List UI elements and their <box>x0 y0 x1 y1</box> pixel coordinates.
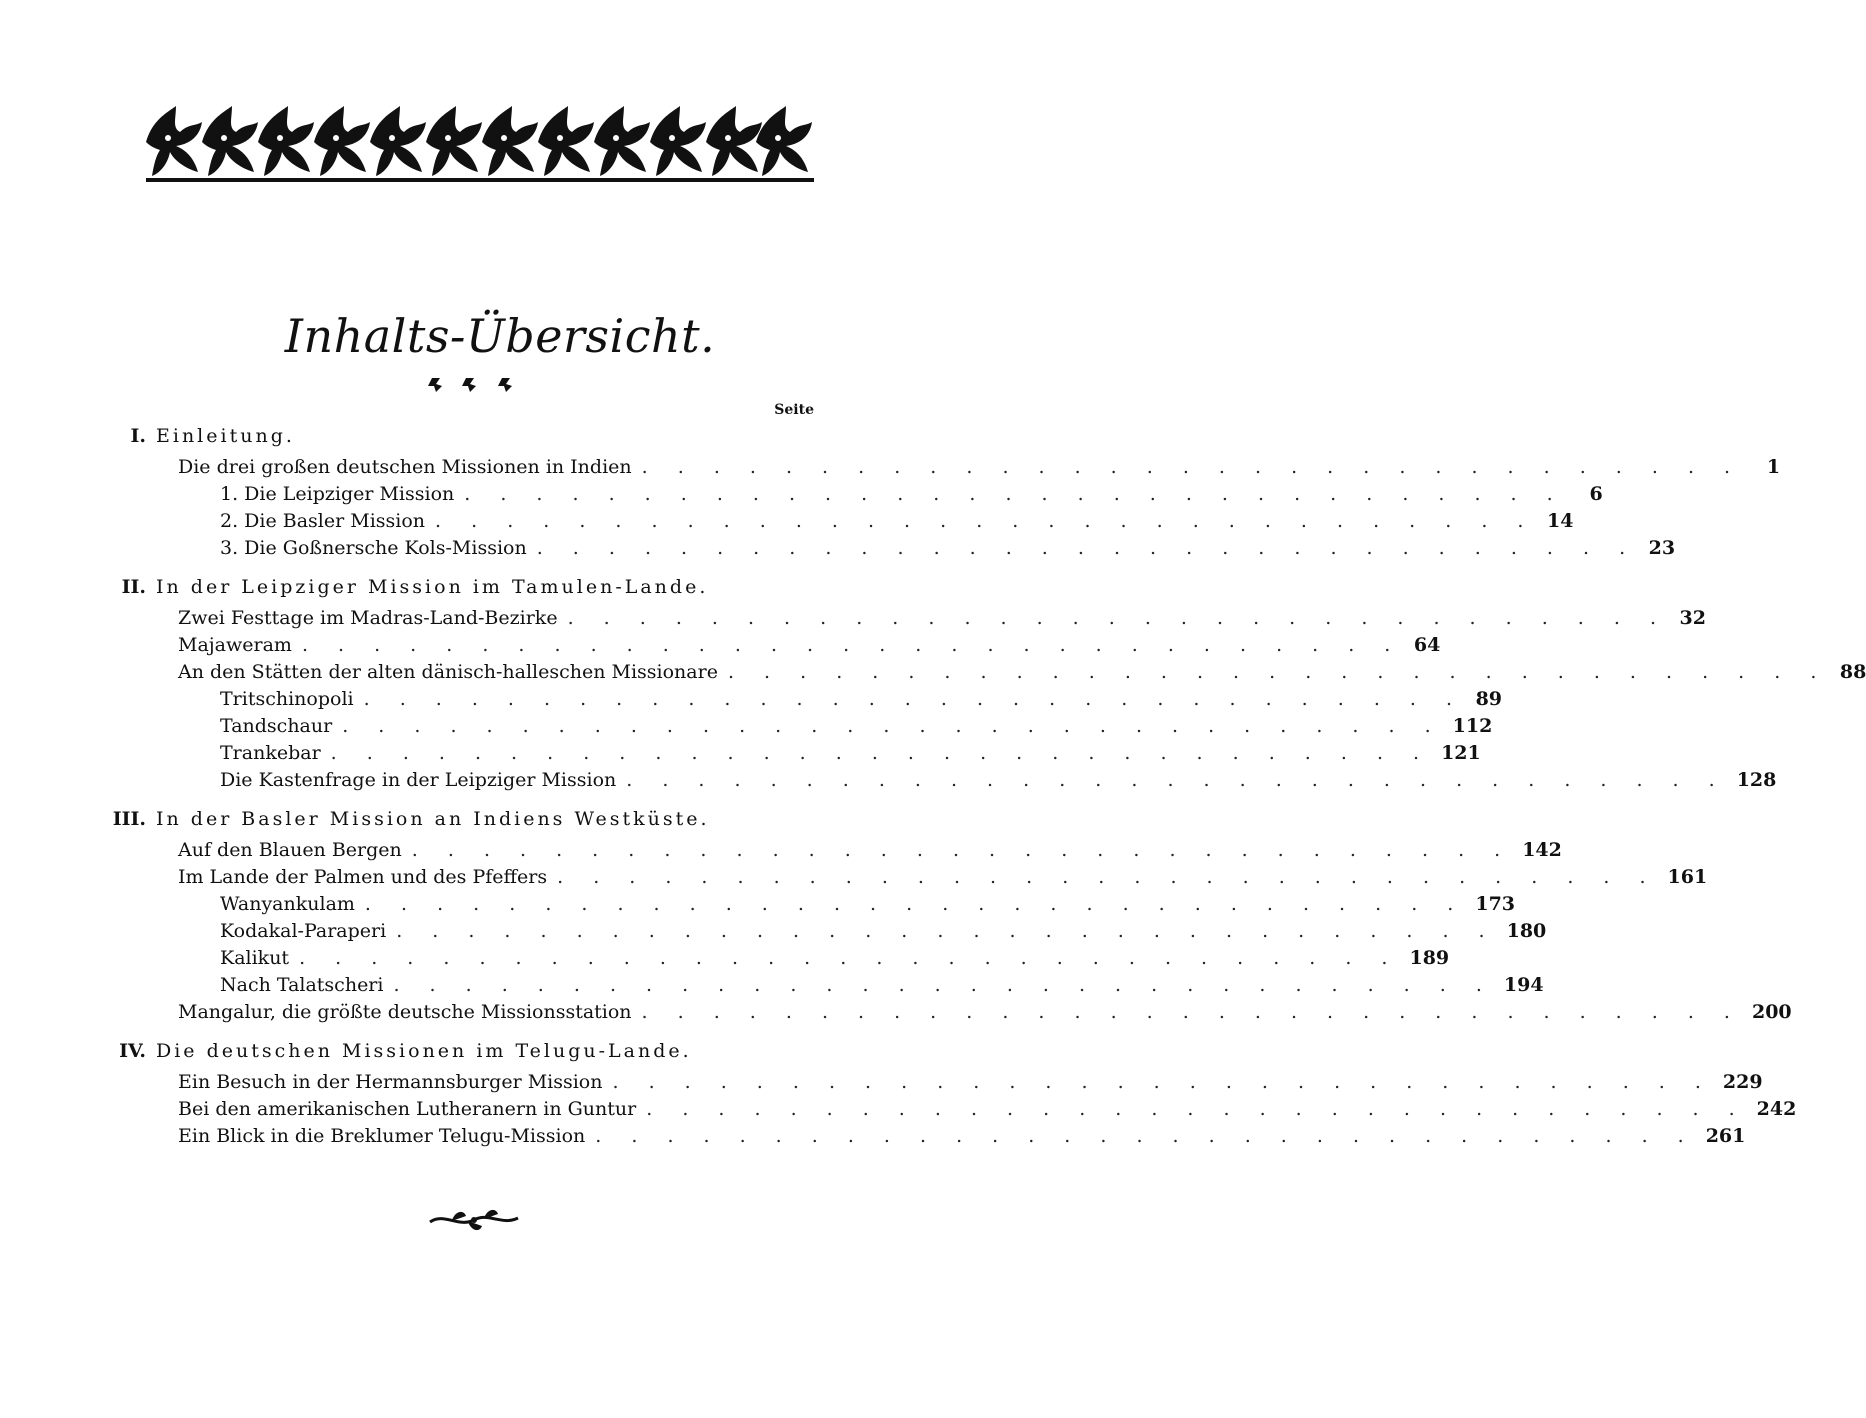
entry-page: 6 <box>1589 483 1603 505</box>
section-heading[interactable] <box>100 423 295 449</box>
leader-dots: . . . . . . . . . . . . . . . . . . . . . . . . . . . . . . . <box>727 661 1829 683</box>
entry-title: Trankebar <box>220 742 321 764</box>
entry-title: Im Lande der Palmen und des Pfeffers <box>178 866 548 888</box>
toc-entry[interactable] <box>178 605 1706 631</box>
leader-dots: . . . . . . . . . . . . . . . . . . . . . . . . . . . . . . . <box>641 456 1743 478</box>
entry-page: 14 <box>1547 510 1574 532</box>
entry-title: Auf den Blauen Bergen <box>178 839 402 861</box>
section-numeral: II. <box>121 576 146 598</box>
toc-entry[interactable] <box>220 891 1516 917</box>
entry-title: Bei den amerikanischen Lutheranern in Guntur <box>178 1098 637 1120</box>
entry-page: 88 <box>1839 661 1866 683</box>
entry-title: Die Kastenfrage in der Leipziger Mission <box>220 769 617 791</box>
section-title: In der Basler Mission an Indiens Westküste. <box>156 808 710 830</box>
entry-page: 261 <box>1705 1125 1746 1147</box>
entry-title: 2. Die Basler Mission <box>220 510 426 532</box>
leader-dots: . . . . . . . . . . . . . . . . . . . . . . . . . . . . . . . <box>595 1125 1696 1147</box>
section-heading[interactable] <box>100 1038 692 1064</box>
entry-page: 242 <box>1756 1098 1797 1120</box>
section-title: In der Leipziger Mission im Tamulen-Lande. <box>156 576 709 598</box>
entry-page: 200 <box>1751 1001 1792 1023</box>
entry-title: Ein Besuch in der Hermannsburger Mission <box>178 1071 603 1093</box>
entry-title: Kalikut <box>220 947 290 969</box>
entry-title: Kodakal-Paraperi <box>220 920 387 942</box>
leader-dots: . . . . . . . . . . . . . . . . . . . . . . . . . . . . . . . <box>646 1098 1747 1120</box>
leader-dots: . . . . . . . . . . . . . . . . . . . . . . . . . . . . . . . <box>612 1071 1713 1093</box>
toc-entry[interactable] <box>178 1123 1746 1149</box>
entry-page: 64 <box>1413 634 1441 656</box>
toc-entry[interactable] <box>178 999 1792 1025</box>
entry-title: Majaweram <box>178 634 292 656</box>
entry-page: 173 <box>1475 893 1516 915</box>
entry-page: 89 <box>1475 688 1503 710</box>
toc-entry[interactable] <box>220 508 1574 534</box>
entry-title: Ein Blick in die Breklumer Telugu-Mission <box>178 1125 586 1147</box>
entry-title: Tritschinopoli <box>220 688 354 710</box>
toc-entry[interactable] <box>220 713 1493 739</box>
entry-page: 1 <box>1766 456 1781 478</box>
leader-dots: . . . . . . . . . . . . . . . . . . . . . . . . . . . . . . . <box>396 920 1497 942</box>
toc-entry[interactable] <box>178 837 1562 863</box>
section-title: Die deutschen Missionen im Telugu-Lande. <box>156 1040 692 1062</box>
entry-title: Die drei großen deutschen Missionen in Indien <box>178 456 632 478</box>
leader-dots: . . . . . . . . . . . . . . . . . . . . . . . . . . . . . . . <box>641 1001 1742 1023</box>
leader-dots: . . . . . . . . . . . . . . . . . . . . . . . . . . . . . . . <box>464 483 1565 505</box>
leader-dots: . . . . . . . . . . . . . . . . . . . . . . . . . . . . . . . <box>299 947 1400 969</box>
entry-page: 112 <box>1452 715 1493 737</box>
toc-entry[interactable] <box>220 767 1777 793</box>
page-column-header: Seite <box>774 402 814 418</box>
leader-dots: . . . . . . . . . . . . . . . . . . . . . . . . . . . . . . . <box>364 893 1466 915</box>
leader-dots: . . . . . . . . . . . . . . . . . . . . . . . . . . . . . . . <box>342 715 1443 737</box>
leader-dots: . . . . . . . . . . . . . . . . . . . . . . . . . . . . . . . <box>330 742 1432 764</box>
entry-page: 194 <box>1503 974 1544 996</box>
toc-entry[interactable] <box>220 945 1450 971</box>
toc-entry[interactable] <box>220 481 1603 507</box>
toc-entry[interactable] <box>220 686 1503 712</box>
leader-dots: . . . . . . . . . . . . . . . . . . . . . . . . . . . . . . . <box>626 769 1727 791</box>
entry-page: 161 <box>1667 866 1708 888</box>
leader-dots: . . . . . . . . . . . . . . . . . . . . . . . . . . . . . . . <box>301 634 1403 656</box>
vine-fleuron-icon <box>428 1206 520 1234</box>
toc-entry[interactable] <box>220 972 1544 998</box>
section-heading[interactable] <box>100 574 708 600</box>
entry-title: 1. Die Leipziger Mission <box>220 483 455 505</box>
entry-page: 142 <box>1522 839 1562 861</box>
page-title: Inhalts-Übersicht. <box>284 309 716 363</box>
section-title: Einleitung. <box>156 425 295 447</box>
toc-entry[interactable] <box>178 1096 1797 1122</box>
toc-entry[interactable] <box>178 632 1441 658</box>
toc-entry[interactable] <box>178 659 1866 685</box>
toc-entry[interactable] <box>178 1069 1763 1095</box>
entry-title: 3. Die Goßnersche Kols-Mission <box>220 537 527 559</box>
leader-dots: . . . . . . . . . . . . . . . . . . . . . . . . . . . . . . . <box>567 607 1668 629</box>
entry-title: Nach Talatscheri <box>220 974 384 996</box>
section-heading[interactable] <box>100 806 710 832</box>
entry-page: 121 <box>1441 742 1481 764</box>
entry-title: Tandschaur <box>220 715 333 737</box>
entry-page: 180 <box>1506 920 1547 942</box>
section-numeral: IV. <box>119 1040 146 1062</box>
toc-entry[interactable] <box>220 918 1547 944</box>
leader-dots: . . . . . . . . . . . . . . . . . . . . . . . . . . . . . . . <box>363 688 1465 710</box>
entry-page: 32 <box>1679 607 1706 629</box>
entry-page: 128 <box>1736 769 1777 791</box>
section-numeral: I. <box>130 425 146 447</box>
toc-entry[interactable] <box>220 740 1481 766</box>
toc-entry[interactable] <box>178 454 1781 480</box>
leader-dots: . . . . . . . . . . . . . . . . . . . . . . . . . . . . . . . <box>435 510 1536 532</box>
entry-title: An den Stätten der alten dänisch-halleschen Missionare <box>178 661 718 683</box>
entry-page: 229 <box>1722 1071 1763 1093</box>
entry-title: Mangalur, die größte deutsche Missionsstation <box>178 1001 632 1023</box>
leader-dots: . . . . . . . . . . . . . . . . . . . . . . . . . . . . . . . <box>411 839 1513 861</box>
entry-page: 189 <box>1409 947 1450 969</box>
entry-title: Wanyankulam <box>220 893 355 915</box>
leader-dots: . . . . . . . . . . . . . . . . . . . . . . . . . . . . . . . <box>393 974 1494 996</box>
leader-dots: . . . . . . . . . . . . . . . . . . . . . . . . . . . . . . . <box>557 866 1658 888</box>
toc-entry[interactable] <box>220 535 1676 561</box>
entry-title: Zwei Festtage im Madras-Land-Bezirke <box>178 607 558 629</box>
toc-entry[interactable] <box>178 864 1708 890</box>
leader-dots: . . . . . . . . . . . . . . . . . . . . . . . . . . . . . . . <box>536 537 1638 559</box>
section-numeral: III. <box>112 808 146 830</box>
entry-page: 23 <box>1648 537 1676 559</box>
